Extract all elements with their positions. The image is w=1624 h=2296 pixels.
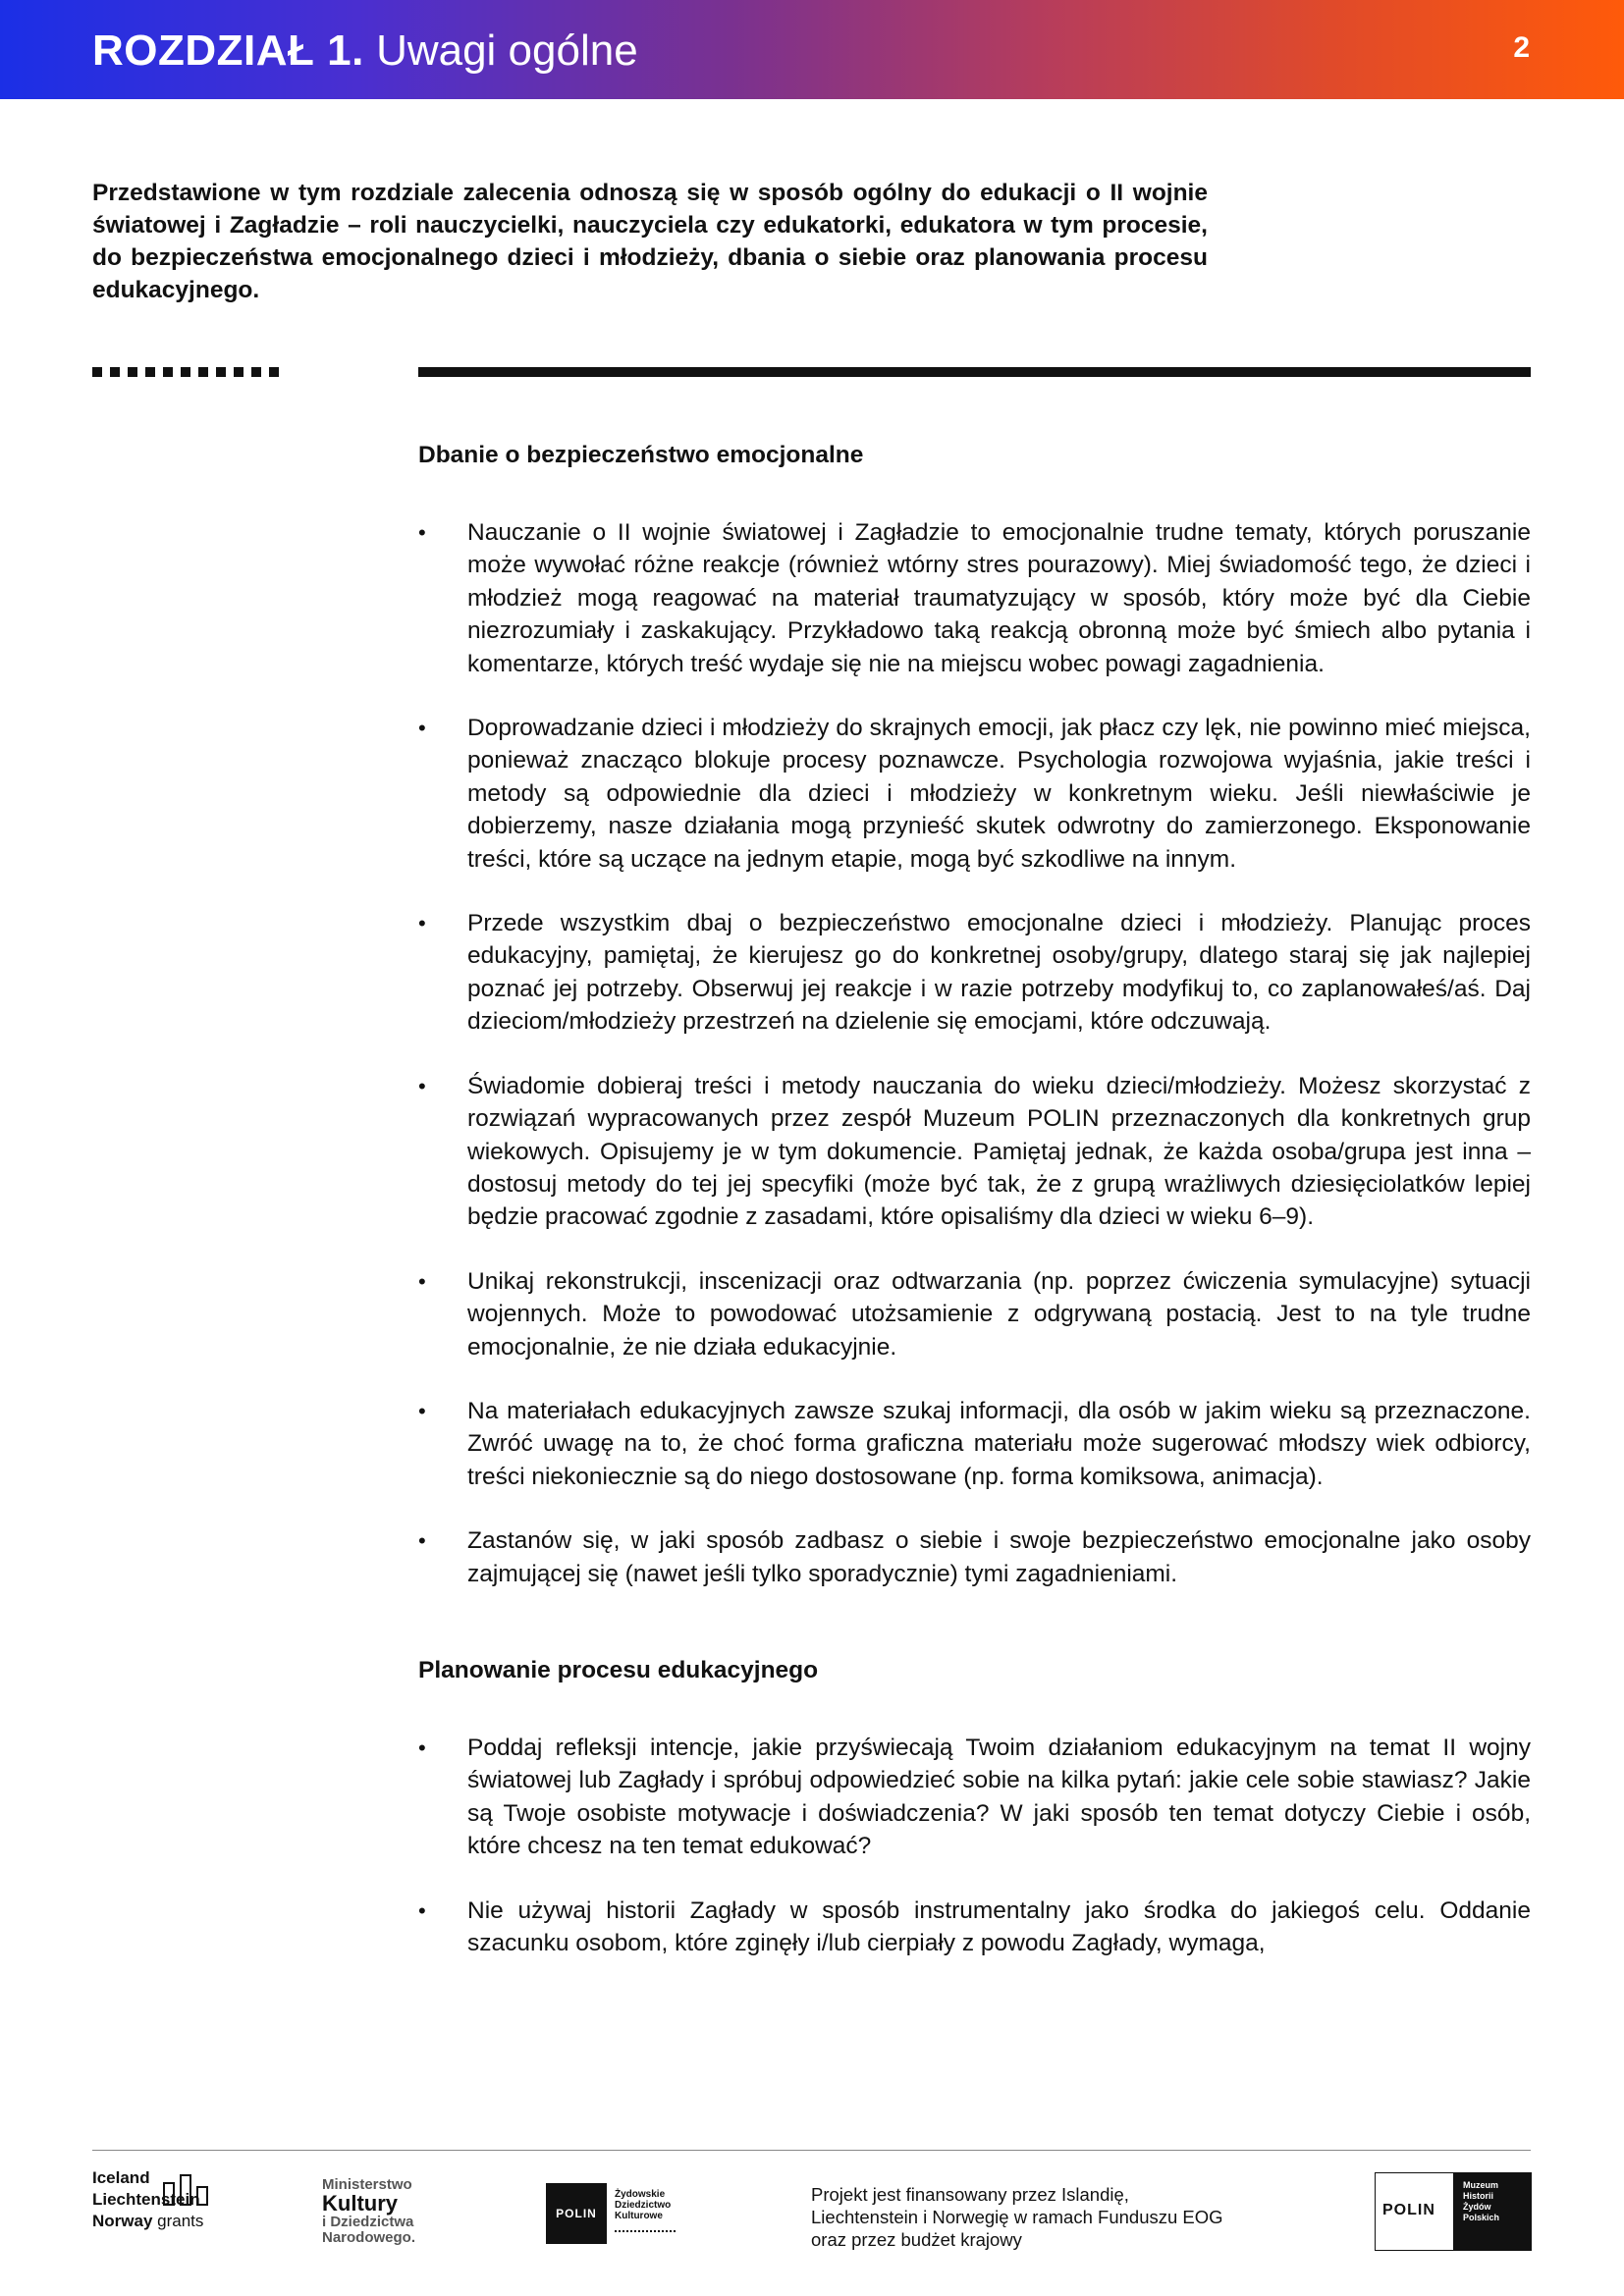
- page-number: 2: [1513, 31, 1530, 64]
- list-item: • Unikaj rekonstrukcji, inscenizacji oraz odtwarzania (np. poprzez ćwiczenia symulacyjne) sytuacji wojennych. Może to powodować utożsamienie z odgrywaną postacią. Jest to na tyle trudne emocjonalnie, że nie działa edukacyjnie.: [418, 1265, 1531, 1363]
- chapter-header: [0, 0, 1624, 99]
- bullet-list: [418, 516, 1531, 1590]
- tick-ornament: [615, 2230, 676, 2232]
- list-item: • Poddaj refleksji intencje, jakie przyświecają Twoim działaniom edukacyjnym na temat II wojny światowej lub Zagłady i spróbuj odpowiedzieć sobie na kilka pytań: jakie cele sobie stawiasz? Jakie są Twoje osobiste motywacje i doświadczenia? W jaki sposób ten temat dotyczy Ciebie i osób, które chcesz na ten temat edukować?: [418, 1732, 1531, 1863]
- bullet-list: [418, 1732, 1531, 1959]
- eea-norway-grants-logo: Iceland Liechtenstein Norway grants: [92, 2167, 230, 2256]
- dotted-divider: [92, 367, 279, 377]
- list-item: • Przede wszystkim dbaj o bezpieczeństwo emocjonalne dzieci i młodzieży. Planując proces edukacyjny, pamiętaj, że kierujesz go do konkretnej osoby/grupy, dlatego staraj się jak najlepiej poznać jej potrzeby. Obserwuj jej reakcje i w razie potrzeby modyfikuj to, co zaplanowałeś/aś. Daj dzieciom/młodzieży przestrzeń na dzielenie się emocjami, które odczuwają.: [418, 907, 1531, 1039]
- list-item: • Doprowadzanie dzieci i młodzieży do skrajnych emocji, jak płacz czy lęk, nie powinno mieć miejsca, ponieważ znacząco blokuje procesy poznawcze. Psychologia rozwojowa wyjaśnia, jakie treści i metody są odpowiednie dla dzieci i młodzieży w konkretnym wieku. Jeśli niewłaściwie je dobierzemy, nasze działania mogą przynieść skutek odwrotny do zamierzonego. Eksponowanie treści, które są uczące na jednym etapie, mogą być szkodliwe na innym.: [418, 712, 1531, 876]
- footer-divider: [92, 2150, 1531, 2151]
- section-planning: [418, 1655, 1531, 1959]
- main-content: [418, 440, 1531, 1959]
- eea-bars-icon: [163, 2173, 212, 2207]
- list-item: • Zastanów się, w jaki sposób zadbasz o siebie i swoje bezpieczeństwo emocjonalne jako osoby zajmującej się (nawet jeśli tylko sporadycznie) tymi zagadnieniami.: [418, 1524, 1531, 1590]
- funding-note: Projekt jest finansowany przez Islandię, Liechtenstein i Norwegię w ramach Funduszu EOG oraz przez budżet krajowy: [811, 2184, 1223, 2250]
- list-item: • Świadomie dobieraj treści i metody nauczania do wieku dzieci/młodzieży. Możesz skorzystać z rozwiązań wypracowanych przez zespół Muzeum POLIN przeznaczonych dla konkretnych grup wiekowych. Opisujemy je w tym dokumencie. Pamiętaj jednak, że każda osoba/grupa jest inna – dostosuj metody do tej jej specyfiki (może być tak, że z grupą wrażliwych dziesięciolatków lepiej będzie pracować zgodnie z zasadami, które opisaliśmy dla dzieci w wieku 6–9).: [418, 1070, 1531, 1234]
- ministry-culture-logo: Ministerstwo Kultury i Dziedzictwa Narodowego.: [322, 2176, 416, 2246]
- polin-wordmark: POLIN: [1382, 2202, 1435, 2218]
- list-item: • Na materiałach edukacyjnych zawsze szukaj informacji, dla osób w jakim wieku są przeznaczone. Zwróć uwagę na to, że choć forma graficzna materiału może sugerować młodszy wiek odbiorcy, treści niekoniecznie są do niego dostosowane (np. forma komiksowa, animacja).: [418, 1395, 1531, 1493]
- jewish-heritage-logo: POLIN Żydowskie Dziedzictwo Kulturowe: [546, 2183, 683, 2244]
- intro-paragraph: Przedstawione w tym rozdziale zalecenia odnoszą się w sposób ogólny do edukacji o II wojnie światowej i Zagładzie – roli nauczycielki, nauczyciela czy edukatorki, edukatora w tym procesie, do bezpieczeństwa emocjonalnego dzieci i młodzieży, dbania o siebie oraz planowania procesu edukacyjnego.: [92, 180, 1208, 303]
- section-emotional-safety: [418, 440, 1531, 1590]
- section-divider-rule: [418, 367, 1531, 377]
- polin-mark: POLIN: [546, 2183, 607, 2244]
- chapter-label: ROZDZIAŁ 1.: [92, 27, 364, 75]
- section-title: Dbanie o bezpieczeństwo emocjonalne: [418, 442, 864, 468]
- list-item: • Nauczanie o II wojnie światowej i Zagładzie to emocjonalnie trudne tematy, których poruszanie może wywołać różne reakcje (również wtórny stres pourazowy). Miej świadomość tego, że dzieci i młodzież mogą reagować na materiał traumatyzujący w sposób, który może być dla Ciebie niezrozumiały i zaskakujący. Przykładowo taką reakcją obronną może być śmiech albo pytania i komentarze, których treść wydaje się nie na miejscu wobec powagi zagadnienia.: [418, 516, 1531, 680]
- list-item: • Nie używaj historii Zagłady w sposób instrumentalny jako środka do jakiegoś celu. Oddanie szacunku osobom, które zginęły i/lub cierpiały z powodu Zagłady, wymaga,: [418, 1895, 1531, 1960]
- section-title: Planowanie procesu edukacyjnego: [418, 1656, 819, 1683]
- chapter-title: Uwagi ogólne: [376, 27, 638, 75]
- polin-museum-logo: POLIN Muzeum Historii Żydów Polskich: [1375, 2172, 1532, 2253]
- chapter-heading: [92, 24, 638, 79]
